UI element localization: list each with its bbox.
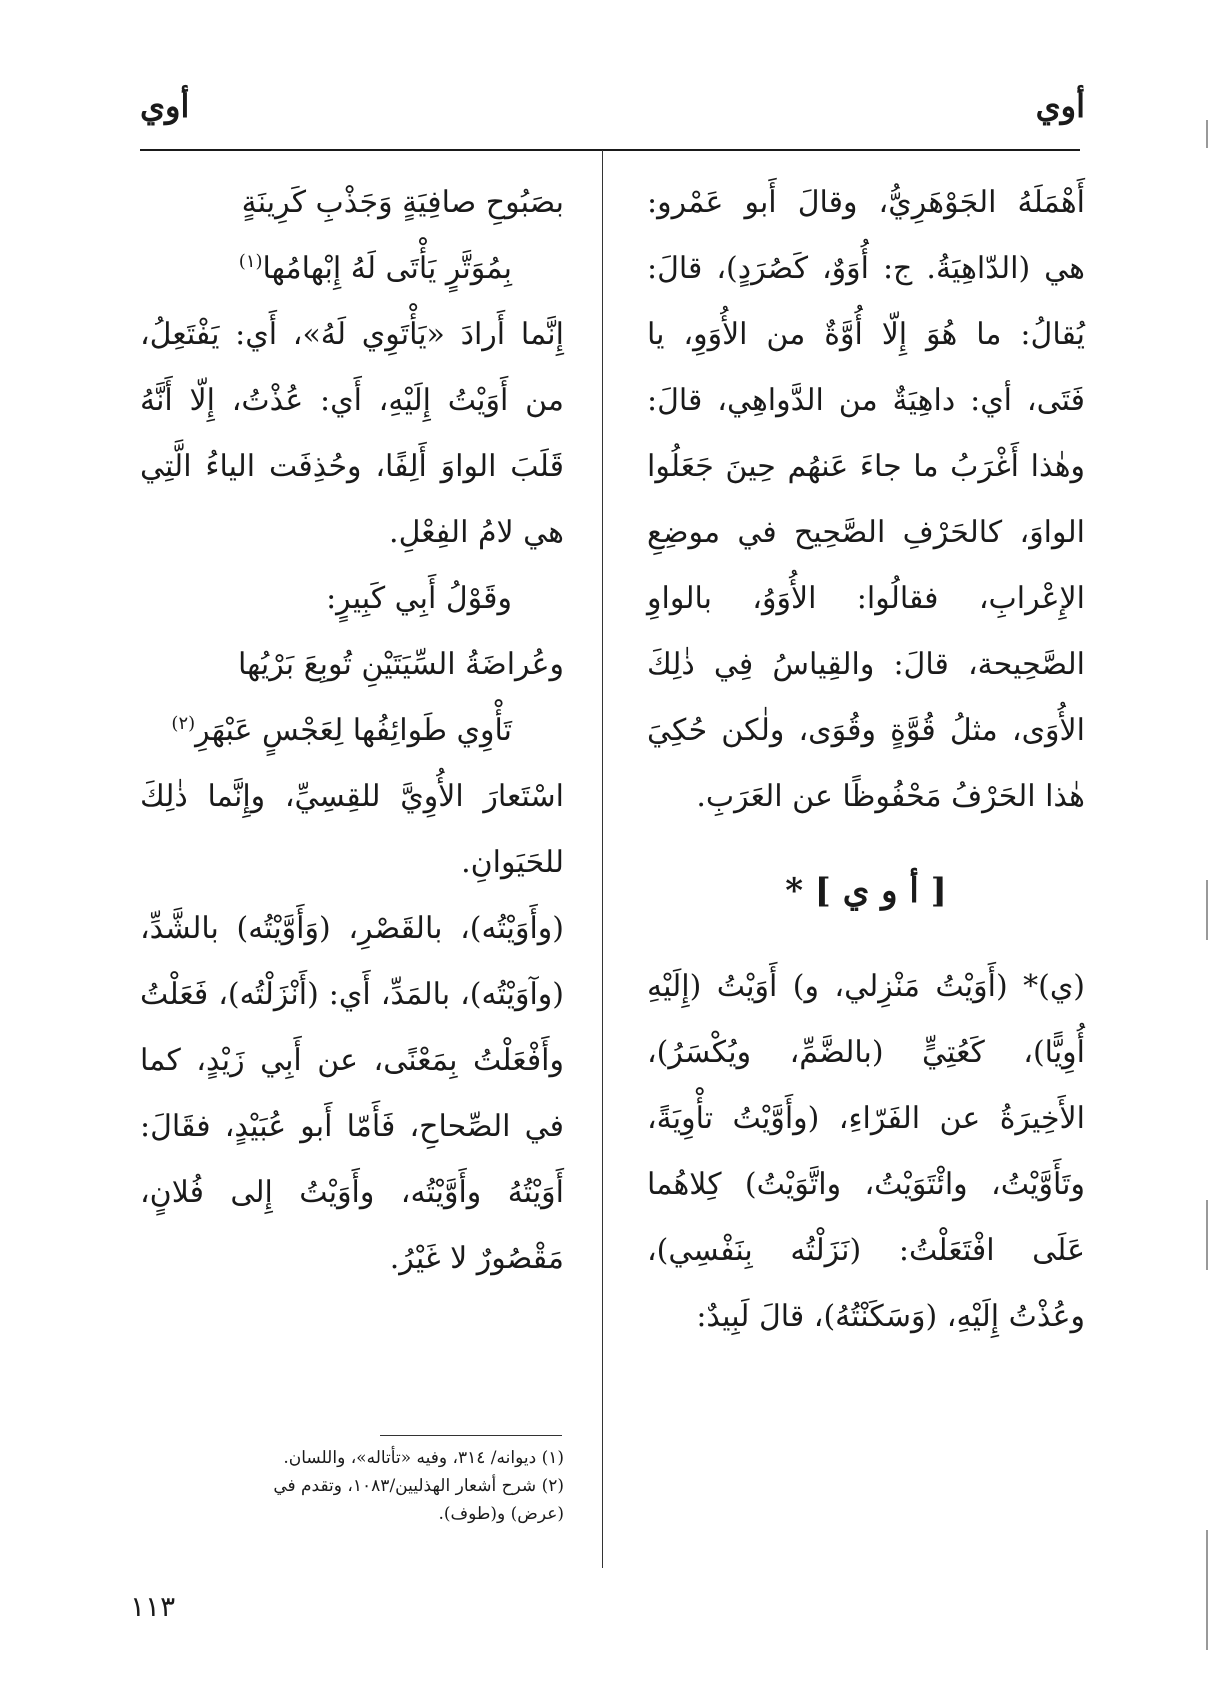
entry-awy-text: (ي)* (أَوَيْتُ مَنْزِلي، و) أَوَيْتُ (إِلَيْهِ أُوِيًّا)، كَعُتِيٍّ (بالضَّمِّ، ويُكْسَرُ)، الأَخِيرَةُ عن الفَرّاءِ، (وأَوَّيْتُ تأْوِيَةً، وتَأَوَّيْتُ، وائْتَوَيْتُ، واتَّوَيْتُ) كِلاهُما عَلَى افْتَعَلْتُ: (نَزَلْتُه بِنَفْسِي)، وعُذْتُ إِلَيْهِ، (وَسَكَنْتُهُ)، قالَ لَبِيدٌ: <box>647 969 1085 1334</box>
right-column <box>647 170 1085 1350</box>
entry-heading-awy: [ أ و ي ] * <box>785 871 947 911</box>
verse1-line2-text: بِمُوَتَّرٍ يَأْتَى لَهُ إِبْهامُها <box>262 251 512 286</box>
column-divider <box>602 150 603 1568</box>
edge-mark <box>1206 880 1208 940</box>
footnote-mark-1: (١) <box>238 251 263 272</box>
page-edge-marks <box>1198 0 1208 1681</box>
footnotes <box>134 1444 564 1528</box>
verse2-line1: وعُراضَةُ السِّيَتَيْنِ تُوبِعَ بَرْيُها <box>237 647 564 682</box>
edge-mark <box>1206 1530 1208 1650</box>
page-number: ١١٣ <box>130 1590 176 1623</box>
verse1-line1: بصَبُوحِ صافِيَةٍ وَجَذْبِ كَرِينَةٍ <box>241 185 564 220</box>
footnote-mark-2: (٢) <box>171 713 196 734</box>
left-para1: إِنَّما أَرادَ «يَأْتَوِي لَهُ»، أَي: يَفْتَعِلُ، من أَوَيْتُ إِلَيْهِ، أَي: عُذْتُ، إِلّا أَنَّهُ قَلَبَ الواوَ أَلِفًا، وحُذِفَت الياءُ الَّتِي هي لامُ الفِعْلِ. <box>140 317 564 550</box>
edge-mark <box>1206 120 1208 148</box>
footnote-2-continued: (عرض) و(طوف). <box>438 1504 564 1524</box>
running-head-left: أوي <box>140 87 190 125</box>
verse1-line2 <box>140 236 564 302</box>
footnote-rule <box>380 1435 562 1436</box>
left-para2: وقَوْلُ أَبِي كَبِيرٍ: <box>326 581 512 616</box>
running-head-right: أوي <box>1035 87 1085 125</box>
left-para4: (وأَوَيْتُه)، بالقَصْرِ، (وَأَوَّيْتُه) بالشَّدِّ، (وآوَيْتُه)، بالمَدِّ، أَي: (أَنْزَلْتُه)، فَعَلْتُ وأَفْعَلْتُ بِمَعْنًى، عن أَبِي زَيْدٍ، كما في الصِّحاحِ، فَأَمّا أَبو عُبَيْدٍ، فقَالَ: أَوَيْتُهُ وأَوَّيْتُه، وأَوَيْتُ إِلى فُلانٍ، مَقْصُورٌ لا غَيْرُ. <box>140 911 564 1276</box>
edge-mark <box>1206 1200 1208 1270</box>
left-column <box>140 170 564 1292</box>
verse2-line2-text: تَأْوِي طَوائِفُها لِعَجْسٍ عَبْهَرِ <box>195 713 512 748</box>
footnote-1: (١) ديوانه/ ٣١٤، وفيه «تأتاله»، واللسان. <box>283 1448 564 1468</box>
left-para3: اسْتَعارَ الأُوِيَّ للقِسِيِّ، وإِنَّما ذٰلِكَ للحَيَوانِ. <box>140 779 564 880</box>
verse2-line2 <box>140 698 564 764</box>
footnote-2: (٢) شرح أشعار الهذليين/١٠٨٣، وتقدم في <box>273 1476 564 1496</box>
header-rule <box>140 149 1080 151</box>
entry-awaw-text: أَهْمَلَهُ الجَوْهَرِيُّ، وقالَ أَبو عَمْرو: هي (الدّاهِيَةُ. ج: أُوَوٌ، كَصُرَدٍ)، قالَ: يُقالُ: ما هُوَ إِلّا أُوَّةٌ من الأُوَوِ، يا فَتَى، أي: داهِيَةٌ من الدَّواهِي، قالَ: وهٰذا أَغْرَبُ ما جاءَ عَنهُم حِينَ جَعَلُوا الواوَ، كالحَرْفِ الصَّحِيح في موضِعِ الإِعْرابِ، فقالُوا: الأُوَوُ، بالواوِ الصَّحِيحة، قالَ: والقِياسُ فِي ذٰلِكَ الأُوَى، مثلُ قُوَّةٍ وقُوَى، ولٰكن حُكِيَ هٰذا الحَرْفُ مَحْفُوظًا عن العَرَبِ. <box>647 185 1085 814</box>
